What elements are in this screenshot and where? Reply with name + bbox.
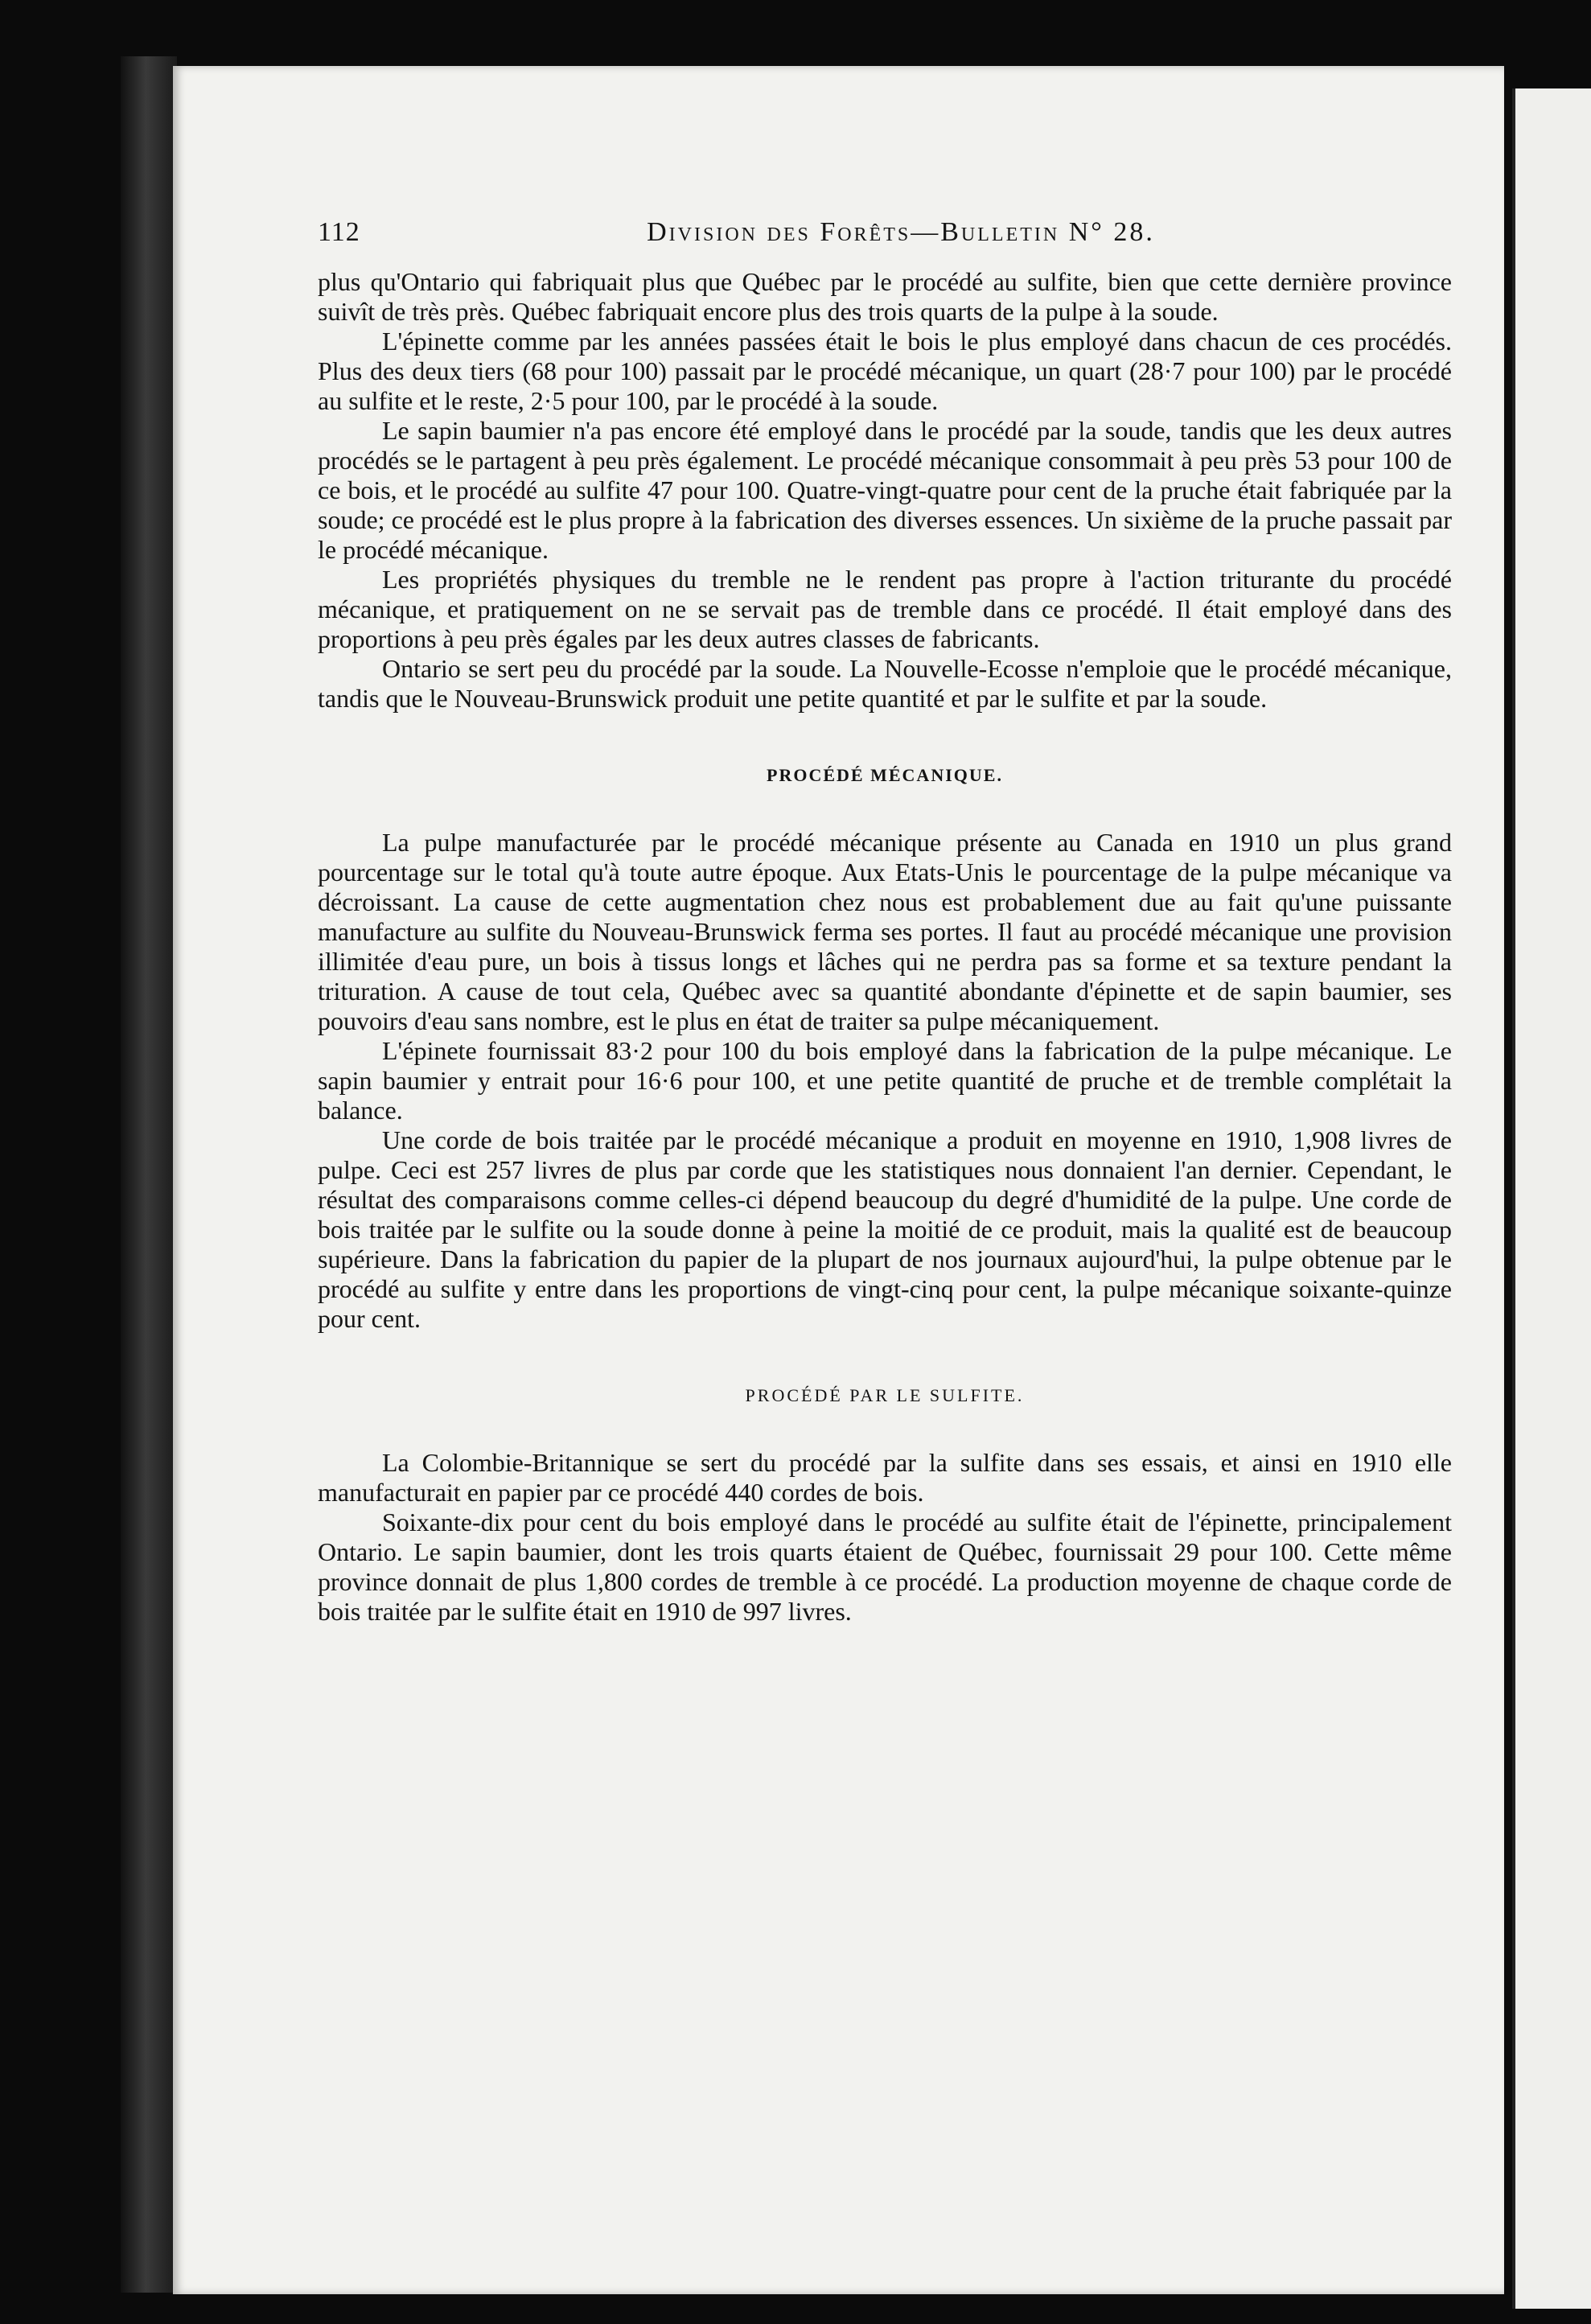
- paragraph: plus qu'Ontario qui fabriquait plus que Québec par le procédé au sulfite, bien que cette dernière province suivît de très près. Québec fabriquait encore plus des trois quarts de la pulpe à la soude.: [318, 267, 1452, 326]
- paragraph: Soixante-dix pour cent du bois employé dans le procédé au sulfite était de l'épinette, principalement Ontario. Le sapin baumier, dont les trois quarts étaient de Québec, fournissait 29 pour 100. Cette même province donnait de plus 1,800 cordes de tremble à ce procédé. La production moyenne de chaque corde de bois traitée par le sulfite était en 1910 de 997 livres.: [318, 1508, 1452, 1626]
- paragraph: L'épinete fournissait 83·2 pour 100 du bois employé dans la fabrication de la pulpe mécanique. Le sapin baumier y entrait pour 16·6 pour 100, et une petite quantité de pruche et de tremble complétait la balance.: [318, 1036, 1452, 1125]
- section-heading: PROCÉDÉ MÉCANIQUE.: [767, 765, 1003, 785]
- binding-edge: [121, 56, 177, 2293]
- section-heading: PROCÉDÉ PAR LE SULFITE.: [745, 1385, 1025, 1405]
- running-title: Division des Forêts—Bulletin N° 28.: [647, 217, 1155, 247]
- paragraph: La Colombie-Britannique se sert du procédé par la sulfite dans ses essais, et ainsi en 1910 elle manufacturait en papier par ce procédé 440 cordes de bois.: [318, 1448, 1452, 1507]
- paragraph: Le sapin baumier n'a pas encore été employé dans le procédé par la soude, tandis que les deux autres procédés se le partagent à peu près également. Le procédé mécanique consommait à peu près 53 pour 100 de ce bois, et le procédé au sulfite 47 pour 100. Quatre-vingt-quatre pour cent de la pruche était fabriquée par la soude; ce procédé est le plus propre à la fabrication des diverses essences. Un sixième de la pruche passait par le procédé mécanique.: [318, 416, 1452, 564]
- paragraph: L'épinette comme par les années passées était le bois le plus employé dans chacun de ces procédés. Plus des deux tiers (68 pour 100) passait par le procédé mécanique, un quart (28·7 pour 100) par le procédé au sulfite et le reste, 2·5 pour 100, par le procédé à la soude.: [318, 327, 1452, 415]
- page-number: 112: [318, 217, 360, 247]
- paragraph: Une corde de bois traitée par le procédé mécanique a produit en moyenne en 1910, 1,908 livres de pulpe. Ceci est 257 livres de plus par corde que les statistiques nous donnaient l'an dernier. Cependant, le résultat des comparaisons comme celles-ci dépend beaucoup du degré d'humidité de la pulpe. Une corde de bois traitée par le sulfite ou la soude donne à peine la moitié de ce produit, mais la qualité est de beaucoup supérieure. Dans la fabrication du papier de la plupart de nos journaux aujourd'hui, la pulpe obtenue par le procédé au sulfite y entre dans les proportions de vingt-cinq pour cent, la pulpe mécanique soixante-quinze pour cent.: [318, 1125, 1452, 1333]
- running-head: [318, 217, 1452, 248]
- paragraph: Les propriétés physiques du tremble ne le rendent pas propre à l'action triturante du procédé mécanique, et pratiquement on ne se servait pas de tremble dans ce procédé. Il était employé dans des proportions à peu près égales par les deux autres classes de fabricants.: [318, 565, 1452, 653]
- adjacent-page-edge: [1512, 88, 1591, 2309]
- paragraph: Ontario se sert peu du procédé par la soude. La Nouvelle-Ecosse n'emploie que le procédé mécanique, tandis que le Nouveau-Brunswick produit une petite quantité et par le sulfite et par la soude.: [318, 654, 1452, 713]
- paragraph: La pulpe manufacturée par le procédé mécanique présente au Canada en 1910 un plus grand pourcentage sur le total qu'à toute autre époque. Aux Etats-Unis le pourcentage de la pulpe mécanique va décroissant. La cause de cette augmentation chez nous est probablement due au fait qu'une puissante manufacture au sulfite du Nouveau-Brunswick ferma ses portes. Il faut au procédé mécanique une provision illimitée d'eau pure, un bois à tissus longs et lâches qui ne perdra pas sa forme et sa texture pendant la trituration. A cause de tout cela, Québec avec sa quantité abondante d'épinette et de sapin baumier, ses pouvoirs d'eau sans nombre, est le plus en état de traiter sa pulpe mécaniquement.: [318, 828, 1452, 1035]
- page-text: [318, 217, 1452, 1627]
